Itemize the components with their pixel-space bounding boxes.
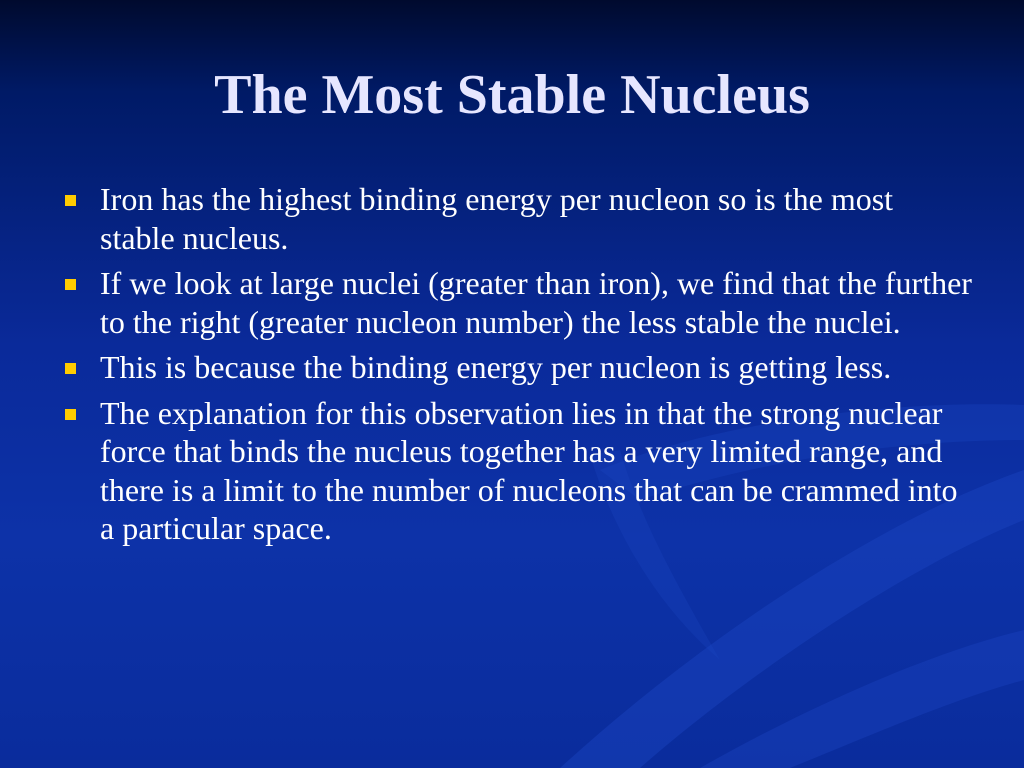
bullet-item: [62, 394, 972, 548]
square-bullet-icon: [65, 363, 76, 374]
square-bullet-icon: [65, 195, 76, 206]
bullet-list: [62, 180, 972, 555]
bullet-item: [62, 180, 972, 257]
slide-title: The Most Stable Nucleus: [214, 64, 810, 126]
bullet-text: Iron has the highest binding energy per nucleon so is the most stable nucleus.: [100, 181, 894, 256]
bullet-item: [62, 264, 972, 341]
square-bullet-icon: [65, 409, 76, 420]
square-bullet-icon: [65, 279, 76, 290]
bullet-text: If we look at large nuclei (greater than iron), we find that the further to the right (greater nucleon number) the less stable the nuclei.: [100, 265, 972, 340]
bullet-text: The explanation for this observation lies in that the strong nuclear force that binds the nucleus together has a very limited range, and there is a limit to the number of nucleons that can be crammed into a particular space.: [100, 394, 958, 546]
bullet-item: [62, 348, 972, 387]
bullet-text: This is because the binding energy per nucleon is getting less.: [100, 349, 892, 385]
